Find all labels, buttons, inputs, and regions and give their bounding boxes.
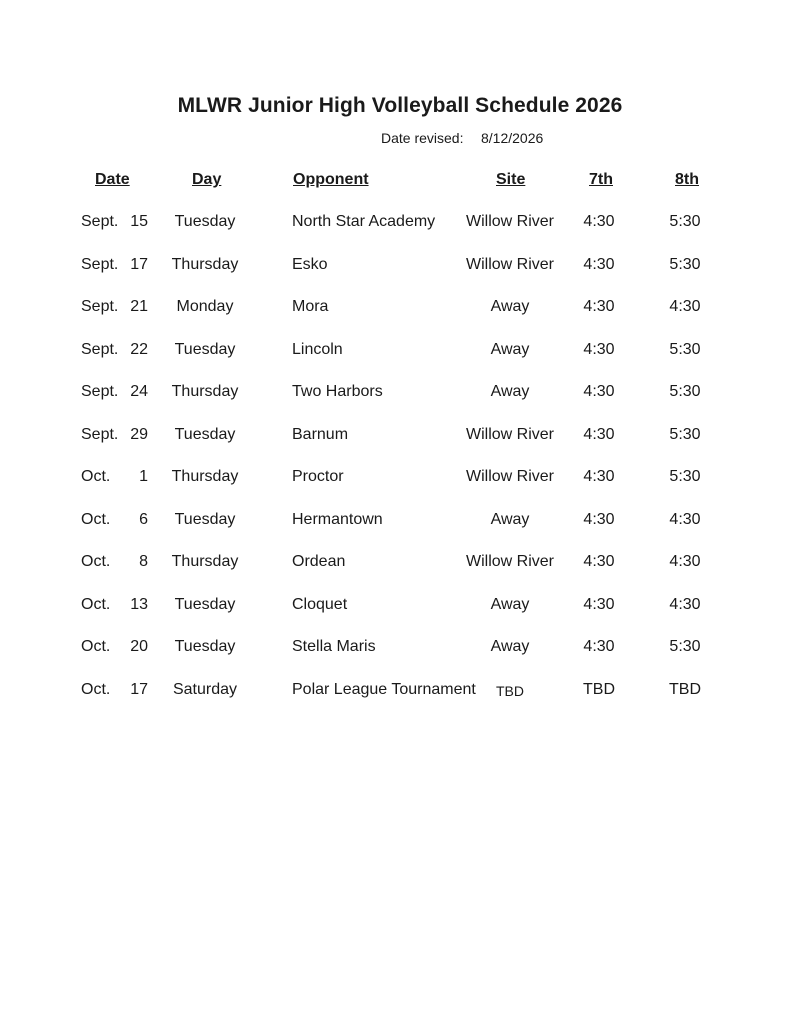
- table-row: [0, 638, 791, 668]
- game-month: Sept.: [81, 213, 119, 230]
- game-opponent: Hermantown: [292, 511, 383, 528]
- game-site: Willow River: [466, 468, 554, 485]
- game-8th-time: 4:30: [669, 511, 701, 528]
- date-revised: [381, 130, 544, 146]
- game-site: Away: [490, 511, 530, 528]
- header-site: Site: [496, 171, 526, 188]
- header-date: Date: [95, 171, 130, 188]
- game-opponent: Barnum: [292, 426, 349, 443]
- game-site: TBD: [496, 683, 524, 699]
- game-site: Away: [490, 638, 530, 655]
- game-day-number: 17: [130, 681, 148, 698]
- table-row: [0, 468, 791, 498]
- header-7th: 7th: [589, 171, 613, 188]
- game-weekday: Tuesday: [174, 426, 236, 443]
- game-weekday: Tuesday: [174, 596, 236, 613]
- game-day-number: 1: [139, 468, 148, 485]
- game-7th-time: 4:30: [583, 553, 615, 570]
- game-opponent: Two Harbors: [292, 383, 383, 400]
- game-7th-time: 4:30: [583, 468, 615, 485]
- table-row: [0, 383, 791, 413]
- game-weekday: Tuesday: [174, 213, 236, 230]
- game-opponent: Mora: [292, 298, 329, 315]
- game-weekday: Tuesday: [174, 341, 236, 358]
- game-weekday: Thursday: [171, 256, 239, 273]
- game-8th-time: 4:30: [669, 596, 701, 613]
- game-day-number: 17: [130, 256, 148, 273]
- game-opponent: Ordean: [292, 553, 346, 570]
- table-row: [0, 213, 791, 243]
- game-7th-time: 4:30: [583, 511, 615, 528]
- game-weekday: Thursday: [171, 383, 239, 400]
- game-site: Away: [490, 298, 530, 315]
- header-8th: 8th: [675, 171, 699, 188]
- game-weekday: Saturday: [172, 681, 238, 698]
- game-weekday: Thursday: [171, 553, 239, 570]
- game-month: Oct.: [81, 553, 111, 570]
- game-7th-time: 4:30: [583, 341, 615, 358]
- game-month: Oct.: [81, 511, 111, 528]
- game-weekday: Thursday: [171, 468, 239, 485]
- game-day-number: 6: [139, 511, 148, 528]
- game-8th-time: 5:30: [669, 213, 701, 230]
- game-7th-time: 4:30: [583, 298, 615, 315]
- game-8th-time: 5:30: [669, 468, 701, 485]
- game-site: Away: [490, 596, 530, 613]
- game-opponent: Stella Maris: [292, 638, 376, 655]
- game-weekday: Monday: [176, 298, 234, 315]
- game-month: Sept.: [81, 256, 119, 273]
- game-site: Away: [490, 341, 530, 358]
- game-opponent: Esko: [292, 256, 328, 273]
- game-7th-time: 4:30: [583, 596, 615, 613]
- game-8th-time: 5:30: [669, 256, 701, 273]
- game-7th-time: 4:30: [583, 213, 615, 230]
- game-day-number: 20: [130, 638, 148, 655]
- game-day-number: 8: [139, 553, 148, 570]
- game-weekday: Tuesday: [174, 511, 236, 528]
- game-weekday: Tuesday: [174, 638, 236, 655]
- game-8th-time: TBD: [669, 681, 701, 698]
- game-7th-time: TBD: [583, 681, 615, 698]
- game-8th-time: 5:30: [669, 638, 701, 655]
- game-site: Willow River: [466, 553, 554, 570]
- game-day-number: 24: [130, 383, 148, 400]
- game-opponent: Lincoln: [292, 341, 343, 358]
- table-row: [0, 553, 791, 583]
- game-8th-time: 4:30: [669, 298, 701, 315]
- game-site: Willow River: [466, 213, 554, 230]
- game-month: Sept.: [81, 383, 119, 400]
- header-opponent: Opponent: [293, 171, 369, 188]
- game-site: Willow River: [466, 426, 554, 443]
- game-month: Oct.: [81, 681, 111, 698]
- game-month: Sept.: [81, 298, 119, 315]
- header-day: Day: [192, 171, 222, 188]
- game-month: Sept.: [81, 341, 119, 358]
- table-row: [0, 341, 791, 371]
- game-day-number: 21: [130, 298, 148, 315]
- game-opponent: Polar League Tournament: [292, 681, 476, 698]
- game-day-number: 13: [130, 596, 148, 613]
- game-month: Sept.: [81, 426, 119, 443]
- game-8th-time: 5:30: [669, 341, 701, 358]
- page-title: MLWR Junior High Volleyball Schedule 2026: [177, 94, 623, 117]
- game-8th-time: 5:30: [669, 383, 701, 400]
- game-day-number: 15: [130, 213, 148, 230]
- game-7th-time: 4:30: [583, 426, 615, 443]
- table-row: [0, 298, 791, 328]
- game-8th-time: 5:30: [669, 426, 701, 443]
- table-row: [0, 256, 791, 286]
- game-month: Oct.: [81, 596, 111, 613]
- game-opponent: North Star Academy: [292, 213, 436, 230]
- table-row: [0, 426, 791, 456]
- table-row: [0, 596, 791, 626]
- game-day-number: 29: [130, 426, 148, 443]
- game-site: Willow River: [466, 256, 554, 273]
- game-month: Oct.: [81, 638, 111, 655]
- game-opponent: Proctor: [292, 468, 344, 485]
- game-7th-time: 4:30: [583, 638, 615, 655]
- game-8th-time: 4:30: [669, 553, 701, 570]
- game-day-number: 22: [130, 341, 148, 358]
- game-7th-time: 4:30: [583, 383, 615, 400]
- game-month: Oct.: [81, 468, 111, 485]
- game-opponent: Cloquet: [292, 596, 348, 613]
- game-site: Away: [490, 383, 530, 400]
- table-row: [0, 681, 791, 711]
- table-row: [0, 511, 791, 541]
- date-revised-value: 8/12/2026: [481, 130, 544, 146]
- date-revised-label: Date revised:: [381, 130, 464, 146]
- game-7th-time: 4:30: [583, 256, 615, 273]
